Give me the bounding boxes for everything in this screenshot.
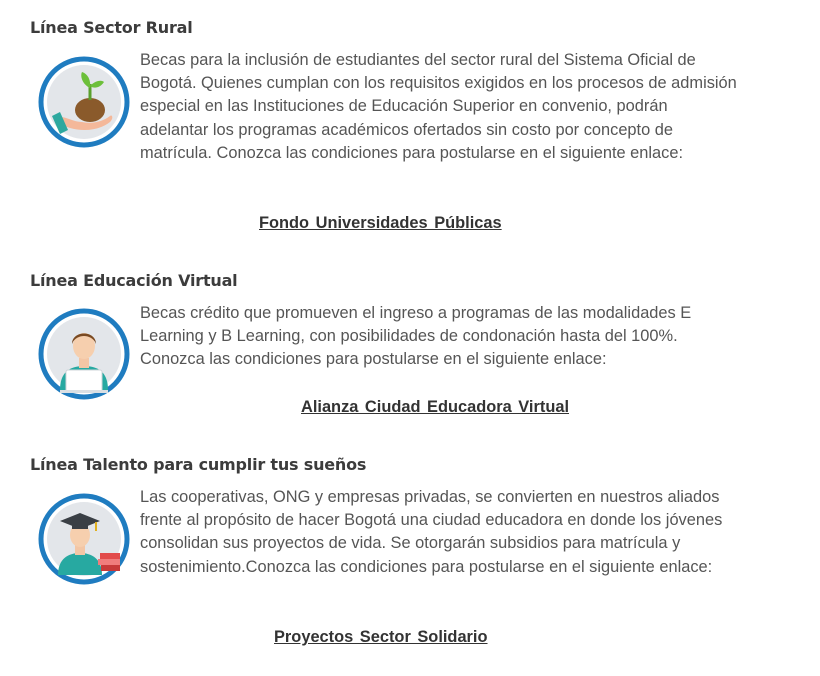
graduate-books-icon	[38, 493, 130, 585]
section-rural	[30, 18, 740, 167]
description-text: Becas para la inclusión de estudiantes del sector rural del Sistema Oficial de Bogotá. Quienes cumplan con los requisitos exigidos en los procesos de admisión especial en las Instituciones de Educación Superior en convenio, podrán adelantar los programas académicos ofertados sin costo por concepto de matrícula. Conozca las condiciones para postularse en el siguiente enlace:	[140, 51, 737, 162]
section-talento	[30, 455, 740, 604]
section-heading: Línea Educación Virtual	[30, 271, 238, 290]
link-proyectos-sector-solidario[interactable]: Proyectos Sector Solidario	[274, 628, 488, 646]
section-heading: Línea Sector Rural	[30, 18, 193, 37]
link-alianza-ciudad-educadora[interactable]: Alianza Ciudad Educadora Virtual	[301, 398, 570, 416]
section-heading: Línea Talento para cumplir tus sueños	[30, 455, 367, 474]
student-laptop-icon	[38, 308, 130, 400]
section-description	[30, 486, 740, 579]
section-description	[30, 49, 740, 165]
description-text: Las cooperativas, ONG y empresas privadas, se convierten en nuestros aliados frente al propósito de hacer Bogotá una ciudad educadora en donde los jóvenes consolidan sus proyectos de vida. Se otorgarán subsidios para matrícula y sostenimiento.Conozca las condiciones para postularse en el siguiente enlace:	[140, 488, 723, 576]
description-text: Becas crédito que promueven el ingreso a programas de las modalidades E Learning y B Learning, con posibilidades de condonación hasta del 100%. Conozca las condiciones para postularse en el siguiente enlace:	[140, 304, 692, 369]
link-fondo-universidades[interactable]: Fondo Universidades Públicas	[259, 214, 502, 232]
section-description	[30, 302, 740, 372]
plant-in-hand-icon	[38, 56, 130, 148]
